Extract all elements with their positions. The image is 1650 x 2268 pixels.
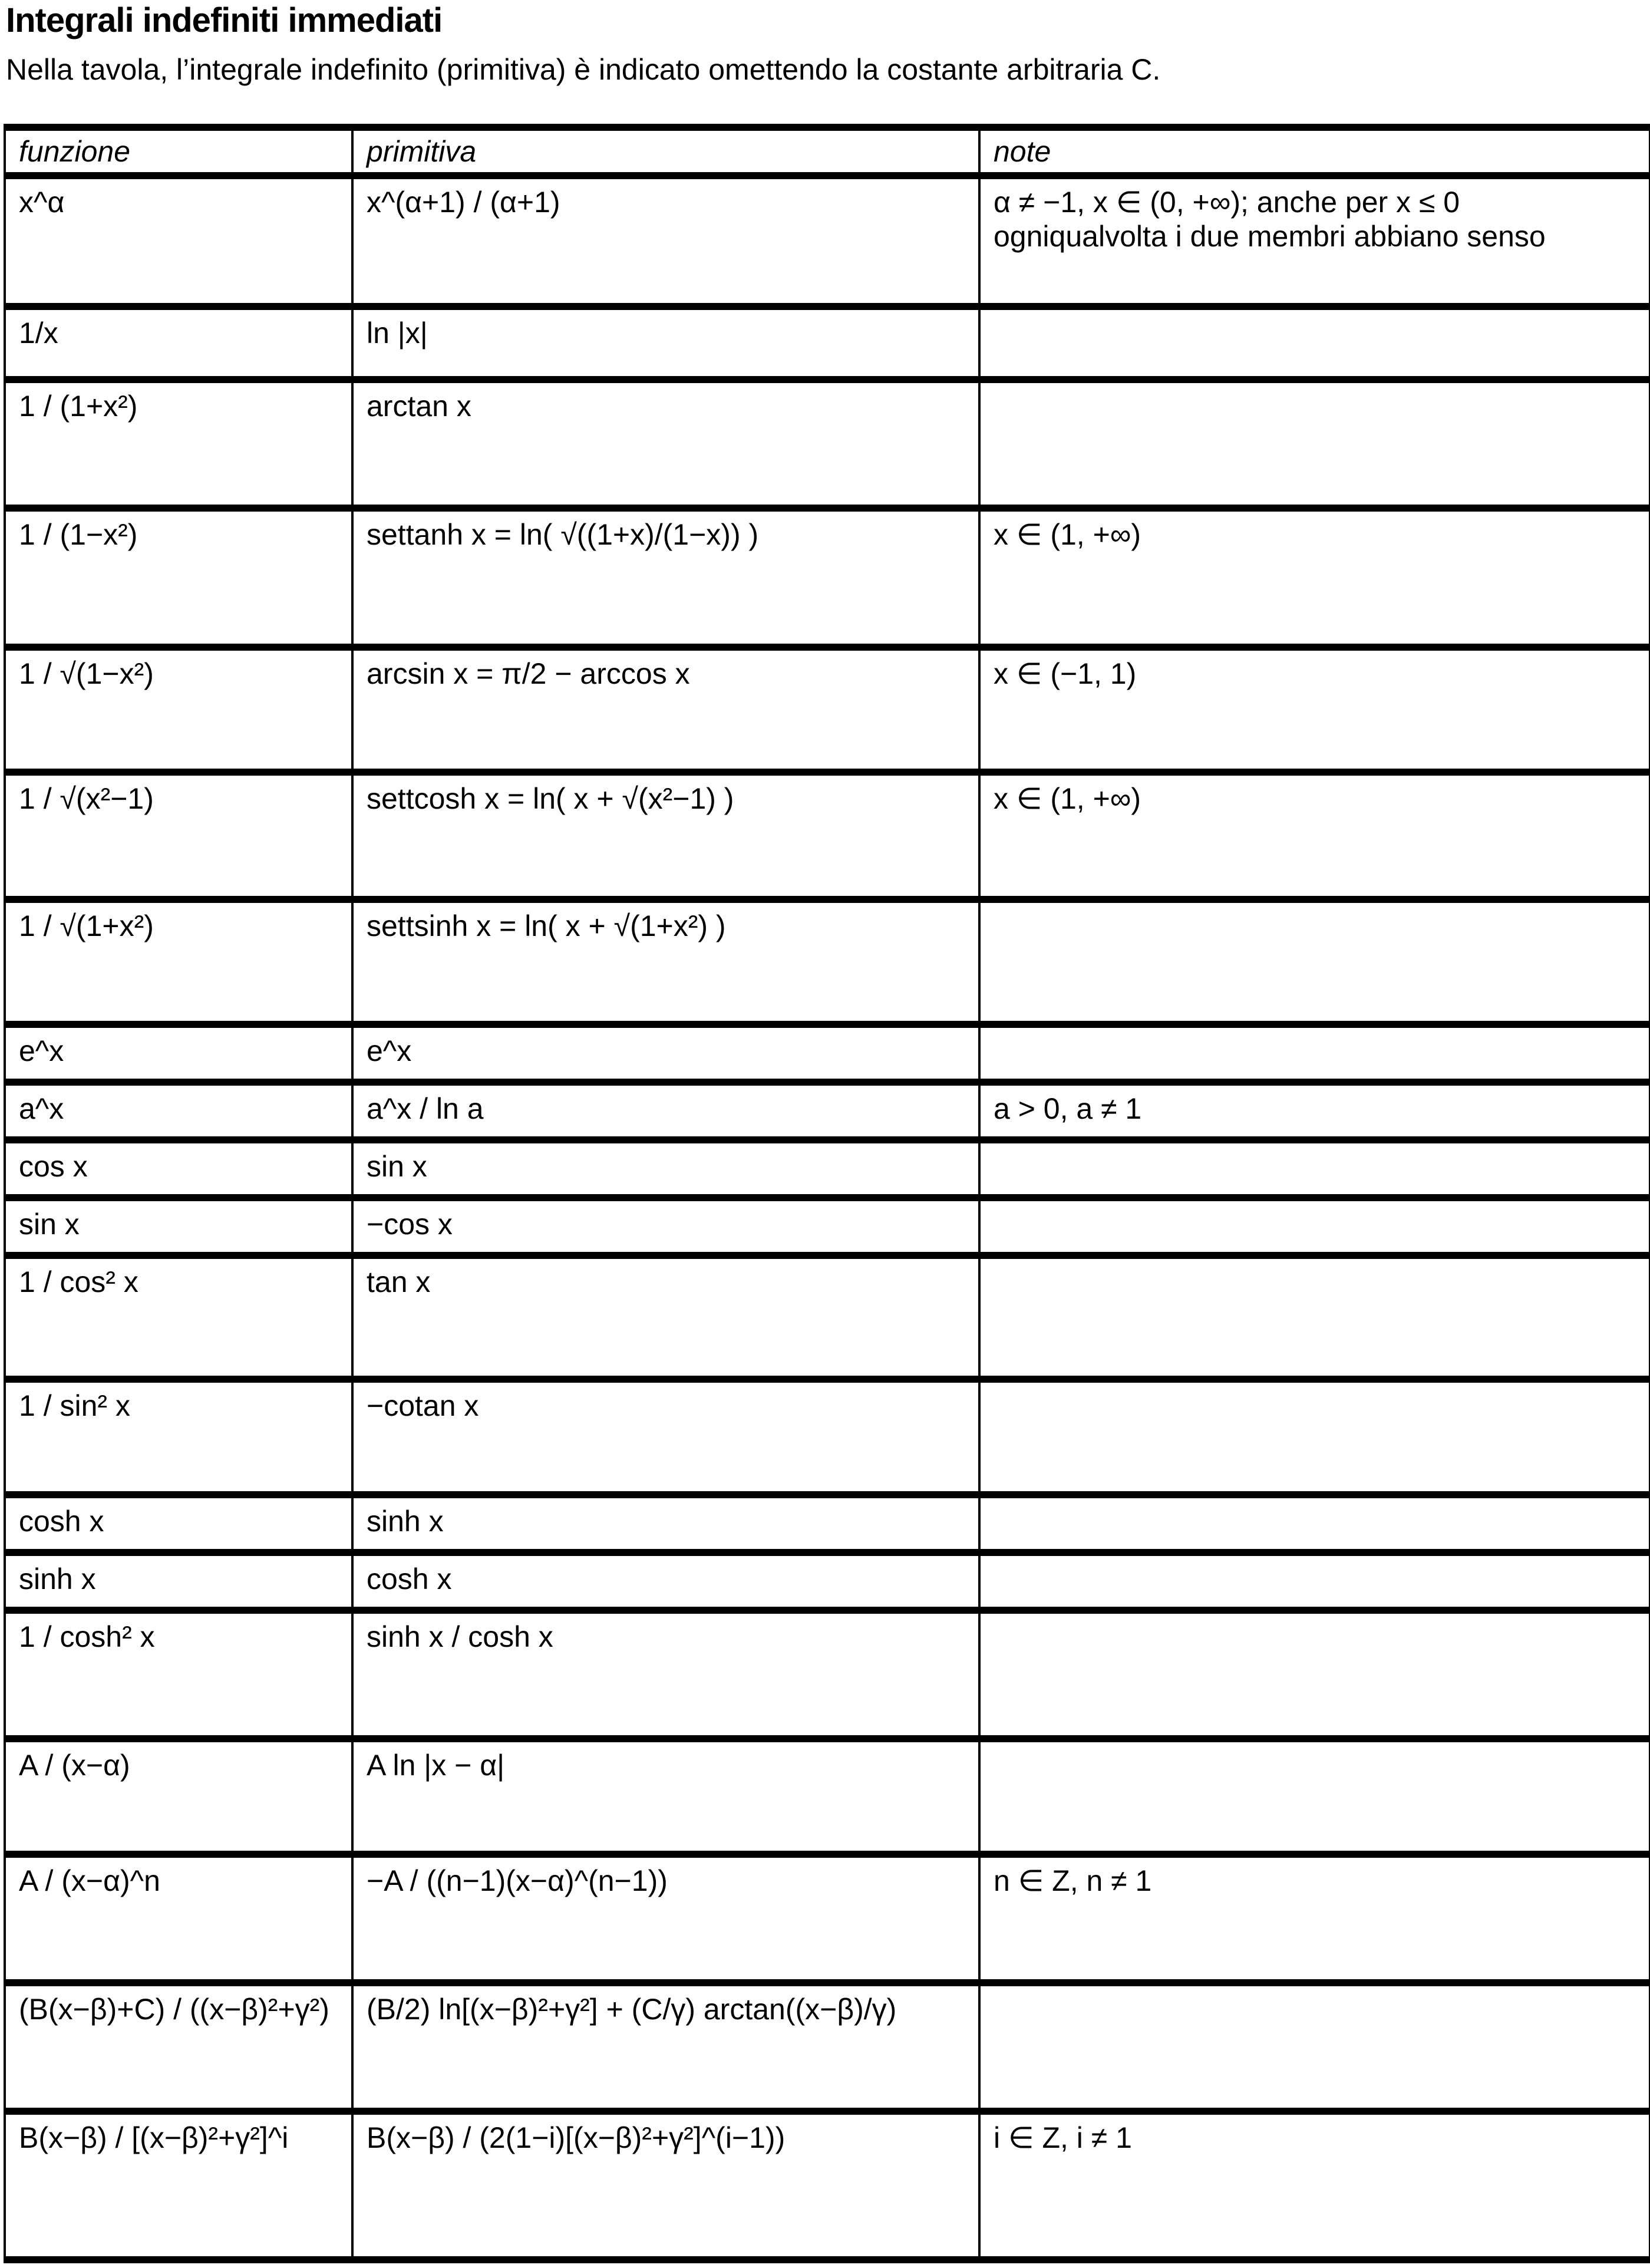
primitiva-value: A ln |x − α| [367,1749,505,1782]
funzione-value: 1 / cos² x [19,1265,138,1298]
cell-primitiva [352,1495,979,1552]
primitiva-value: tan x [367,1265,431,1298]
funzione-value: 1 / (1−x²) [19,518,138,551]
table-row [5,1082,1650,1140]
funzione-value: 1 / sin² x [19,1389,130,1422]
table-row [5,1739,1650,1854]
funzione-value: sinh x [19,1562,96,1595]
table-row [5,772,1650,899]
cell-primitiva [352,1739,979,1854]
cell-note [979,1610,1650,1739]
funzione-value: A / (x−α) [19,1749,130,1782]
cell-funzione [5,306,352,380]
funzione-value: cosh x [19,1505,104,1538]
cell-primitiva [352,899,979,1024]
funzione-value: x^α [19,186,65,219]
cell-note [979,1854,1650,1983]
table-row [5,647,1650,772]
note-value: α ≠ −1, x ∈ (0, +∞); anche per x ≤ 0 ogniqualvolta i due membri abbiano senso [994,186,1546,253]
primitiva-value: ln |x| [367,317,428,350]
cell-funzione [5,1082,352,1140]
table-row [5,899,1650,1024]
cell-primitiva [352,772,979,899]
page-subtitle: Nella tavola, l’integrale indefinito (primitiva) è indicato omettendo la costante arbitraria C. [6,53,1161,86]
cell-note [979,1552,1650,1610]
cell-note [979,1255,1650,1379]
cell-primitiva [352,1379,979,1495]
cell-primitiva [352,1140,979,1198]
cell-note [979,647,1650,772]
table-body [5,176,1650,2260]
funzione-value: e^x [19,1034,64,1067]
primitiva-value: a^x / ln a [367,1092,484,1125]
primitiva-value: arcsin x = π/2 − arccos x [367,657,690,690]
primitiva-value: −cos x [367,1208,453,1241]
cell-primitiva [352,306,979,380]
table-row [5,1255,1650,1379]
cell-primitiva [352,2111,979,2260]
column-header-funzione: funzione [5,127,352,176]
cell-funzione [5,1198,352,1255]
table-row [5,2111,1650,2260]
note-value: n ∈ Z, n ≠ 1 [994,1864,1152,1897]
note-value: x ∈ (1, +∞) [994,782,1141,815]
funzione-value: A / (x−α)^n [19,1864,160,1897]
cell-funzione [5,1610,352,1739]
cell-primitiva [352,1198,979,1255]
cell-note [979,2111,1650,2260]
funzione-value: a^x [19,1092,64,1125]
funzione-value: 1 / √(1+x²) [19,909,154,942]
cell-note [979,772,1650,899]
table-row [5,1983,1650,2111]
cell-funzione [5,176,352,306]
primitiva-value: (B/2) ln[(x−β)²+γ²] + (C/γ) arctan((x−β)/γ) [367,1993,897,2026]
cell-primitiva [352,1552,979,1610]
table-row [5,380,1650,508]
cell-primitiva [352,1983,979,2111]
funzione-value: 1/x [19,317,58,350]
primitiva-value: x^(α+1) / (α+1) [367,186,560,219]
primitiva-value: B(x−β) / (2(1−i)[(x−β)²+γ²]^(i−1)) [367,2121,786,2154]
cell-primitiva [352,1854,979,1983]
cell-primitiva [352,1024,979,1082]
cell-note [979,1024,1650,1082]
funzione-value: 1 / cosh² x [19,1620,155,1653]
cell-note [979,1983,1650,2111]
cell-funzione [5,1024,352,1082]
note-value: x ∈ (1, +∞) [994,518,1141,551]
table-row [5,508,1650,647]
cell-note [979,176,1650,306]
table-row [5,306,1650,380]
table-row [5,1024,1650,1082]
cell-primitiva [352,1255,979,1379]
funzione-value: sin x [19,1208,80,1241]
cell-funzione [5,1739,352,1854]
funzione-value: 1 / √(1−x²) [19,657,154,690]
primitiva-value: sinh x [367,1505,444,1538]
cell-funzione [5,1495,352,1552]
cell-note [979,508,1650,647]
primitiva-value: sin x [367,1150,427,1183]
column-header-primitiva: primitiva [352,127,979,176]
primitiva-value: settanh x = ln( √((1+x)/(1−x)) ) [367,518,759,551]
cell-note [979,1082,1650,1140]
table-row [5,1610,1650,1739]
funzione-value: B(x−β) / [(x−β)²+γ²]^i [19,2121,289,2154]
primitiva-value: settcosh x = ln( x + √(x²−1) ) [367,782,734,815]
cell-note [979,1495,1650,1552]
funzione-value: 1 / (1+x²) [19,390,138,423]
funzione-value: (B(x−β)+C) / ((x−β)²+γ²) [19,1993,329,2026]
cell-funzione [5,1854,352,1983]
cell-funzione [5,647,352,772]
cell-primitiva [352,647,979,772]
primitiva-value: e^x [367,1034,412,1067]
cell-primitiva [352,1610,979,1739]
cell-note [979,380,1650,508]
cell-note [979,1739,1650,1854]
cell-funzione [5,899,352,1024]
primitiva-value: sinh x / cosh x [367,1620,553,1653]
table-row [5,1552,1650,1610]
note-value: x ∈ (−1, 1) [994,657,1137,690]
note-value: i ∈ Z, i ≠ 1 [994,2121,1132,2154]
table-row [5,1140,1650,1198]
funzione-value: 1 / √(x²−1) [19,782,154,815]
table-row [5,1198,1650,1255]
cell-funzione [5,1255,352,1379]
cell-funzione [5,1140,352,1198]
funzione-value: cos x [19,1150,88,1183]
cell-funzione [5,772,352,899]
cell-primitiva [352,176,979,306]
cell-note [979,1198,1650,1255]
primitiva-value: settsinh x = ln( x + √(1+x²) ) [367,909,726,942]
cell-note [979,1379,1650,1495]
note-value: a > 0, a ≠ 1 [994,1092,1142,1125]
cell-note [979,899,1650,1024]
cell-funzione [5,1552,352,1610]
cell-funzione [5,380,352,508]
cell-funzione [5,1379,352,1495]
primitiva-value: cosh x [367,1562,452,1595]
cell-primitiva [352,1082,979,1140]
table-header-row [5,127,1650,176]
page-title: Integrali indefiniti immediati [6,1,443,39]
cell-funzione [5,508,352,647]
cell-note [979,1140,1650,1198]
table-row [5,176,1650,306]
primitiva-value: −cotan x [367,1389,479,1422]
table-row [5,1379,1650,1495]
cell-primitiva [352,380,979,508]
table-row [5,1495,1650,1552]
cell-funzione [5,2111,352,2260]
cell-note [979,306,1650,380]
cell-primitiva [352,508,979,647]
integrals-table [4,124,1650,2263]
cell-funzione [5,1983,352,2111]
column-header-note: note [979,127,1650,176]
primitiva-value: arctan x [367,390,471,423]
primitiva-value: −A / ((n−1)(x−α)^(n−1)) [367,1864,668,1897]
table-row [5,1854,1650,1983]
